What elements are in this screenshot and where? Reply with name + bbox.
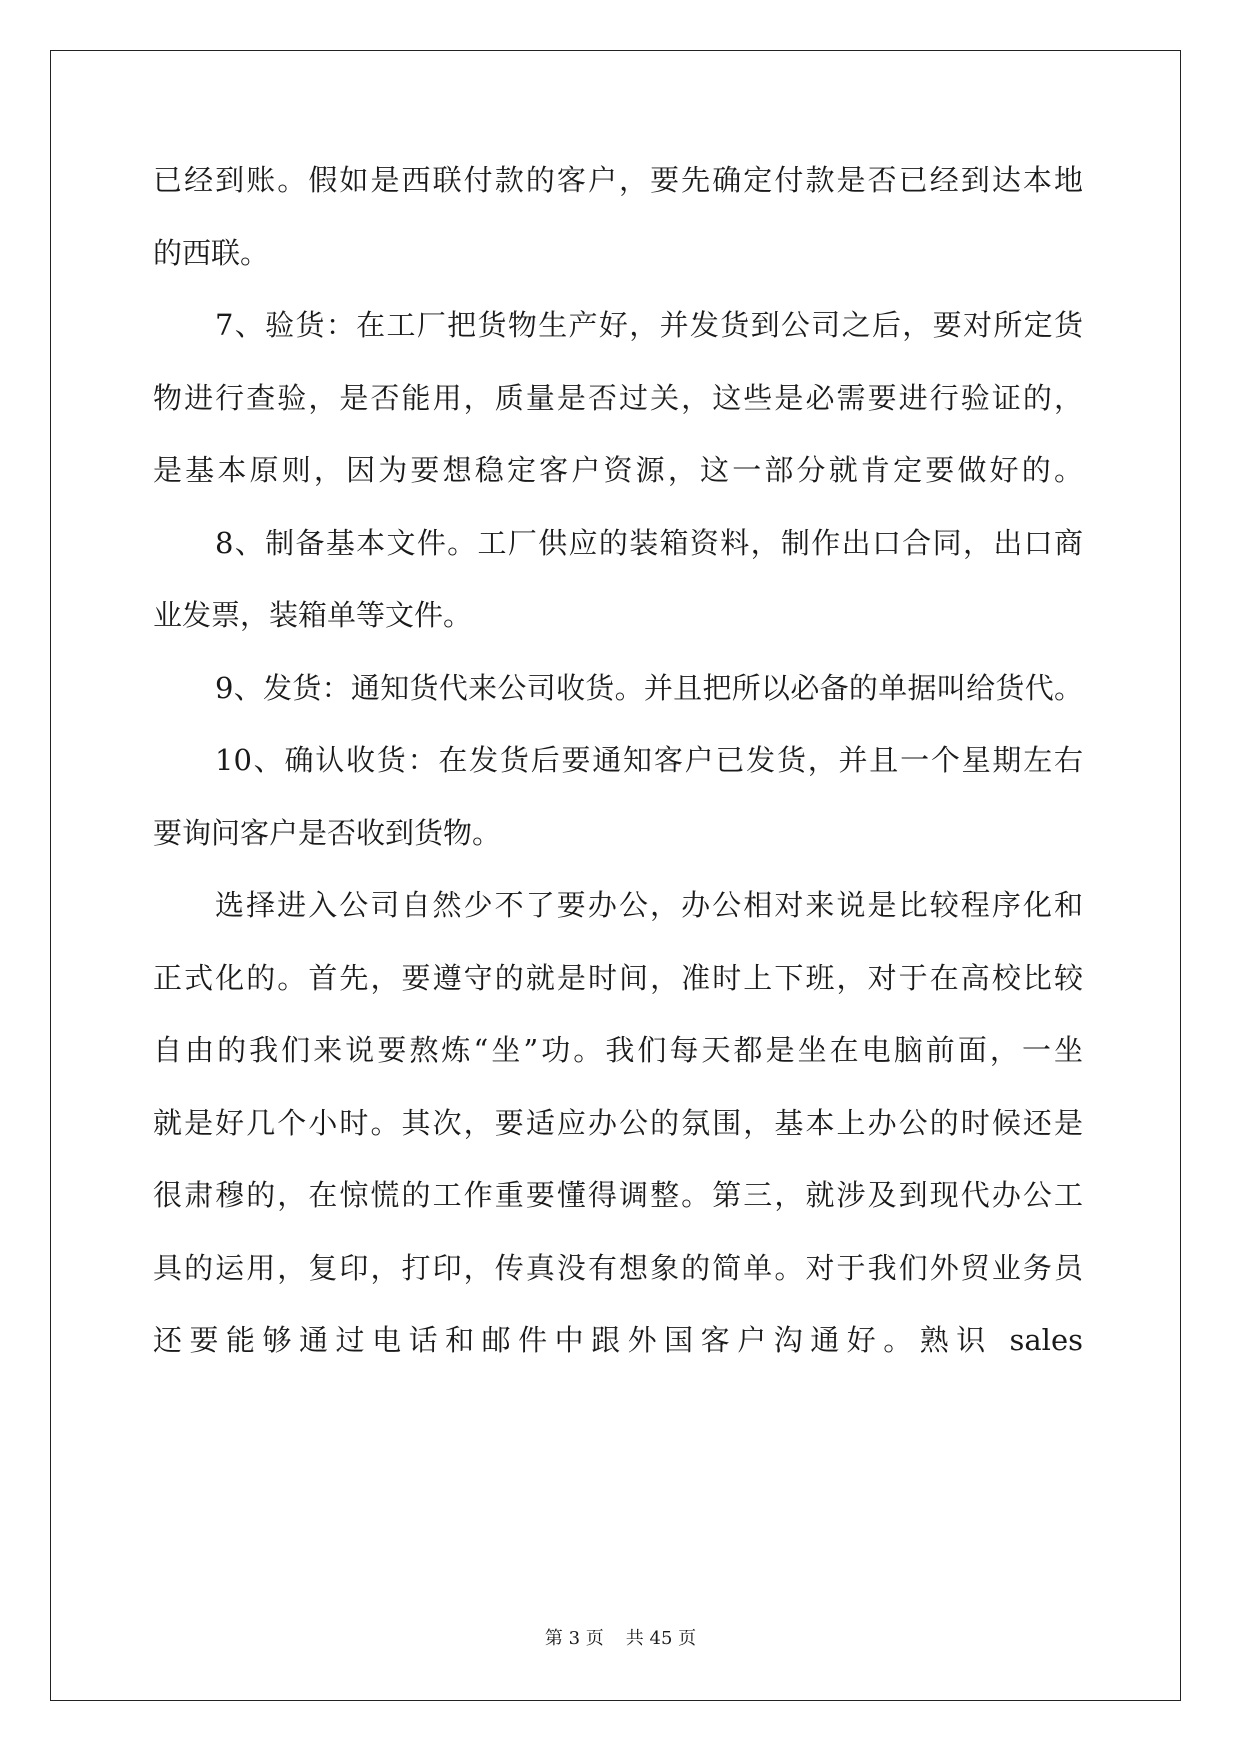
text-line: 具的运用，复印，打印，传真没有想象的简单。对于我们外贸业务员 — [153, 1250, 1083, 1285]
text-line: 就是好几个小时。其次，要适应办公的氛围，基本上办公的时候还是 — [153, 1105, 1083, 1140]
text-line: 物进行查验，是否能用，质量是否过关，这些是必需要进行验证的， — [153, 380, 1083, 415]
text-line: 自由的我们来说要熬炼“坐”功。我们每天都是坐在电脑前面，一坐 — [153, 1033, 1083, 1067]
text-line: 很肃穆的，在惊慌的工作重要懂得调整。第三，就涉及到现代办公工 — [153, 1178, 1083, 1212]
text-line: 9、发货：通知货代来公司收货。并且把所以必备的单据叫给货代。 — [215, 670, 1083, 705]
text-line: 业发票，装箱单等文件。 — [153, 598, 473, 632]
text-line: 10、确认收货：在发货后要通知客户已发货，并且一个星期左右 — [215, 743, 1083, 777]
text-line: 的西联。 — [153, 235, 270, 270]
text-line: 正式化的。首先，要遵守的就是时间，准时上下班，对于在高校比较 — [153, 960, 1083, 995]
text-line: 还要能够通过电话和邮件中跟外国客户沟通好。熟识 sales — [153, 1323, 1083, 1357]
text-line: 选择进入公司自然少不了要办公，办公相对来说是比较程序化和 — [215, 888, 1083, 922]
page-total: 共 45 页 — [625, 1628, 697, 1649]
page-footer — [0, 1624, 1241, 1650]
text-line: 要询问客户是否收到货物。 — [153, 815, 502, 850]
text-line: 是基本原则，因为要想稳定客户资源，这一部分就肯定要做好的。 — [153, 453, 1083, 487]
text-line: 已经到账。假如是西联付款的客户，要先确定付款是否已经到达本地 — [153, 163, 1083, 197]
text-line: 8、制备基本文件。工厂供应的装箱资料，制作出口合同，出口商 — [215, 525, 1083, 560]
page-number: 第 3 页 — [544, 1628, 604, 1649]
document-body — [153, 160, 1083, 1393]
text-line: 7、验货：在工厂把货物生产好，并发货到公司之后，要对所定货 — [215, 308, 1083, 342]
